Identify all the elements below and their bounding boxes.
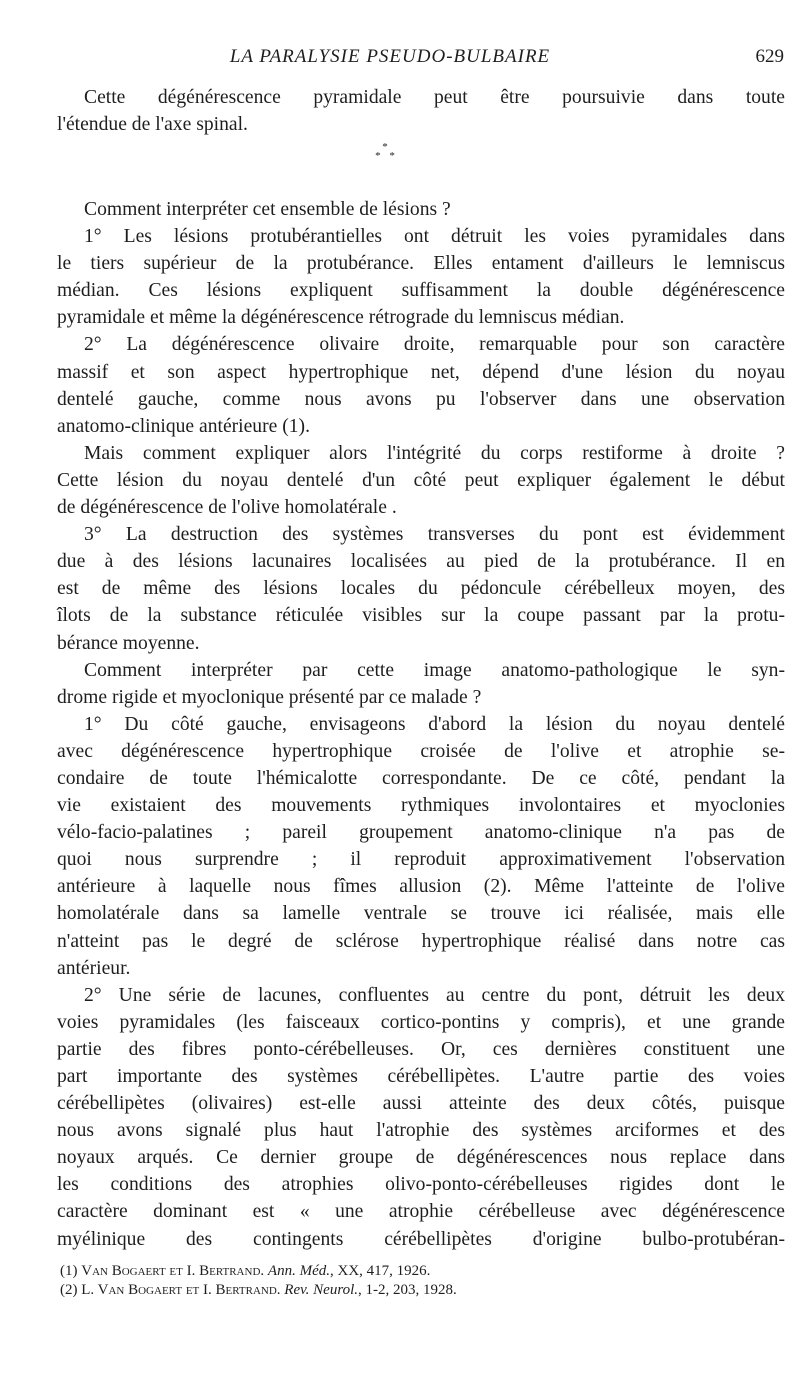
footnote-ref: , 1-2, 203, 1928. bbox=[358, 1282, 457, 1298]
footnote-2 bbox=[60, 1281, 457, 1300]
text-line: cérébellipètes (olivaires) est-elle aussi atteinte des deux côtés, puisque bbox=[57, 1093, 785, 1115]
text-line: Cette lésion du noyau dentelé d'un côté peut expliquer également le début bbox=[57, 469, 785, 491]
text-line: partie des fibres ponto-cérébelleuses. Or, ces dernières constituent une bbox=[57, 1038, 785, 1060]
text-line: avec dégénérescence hypertrophique croisée de l'olive et atrophie se- bbox=[57, 740, 785, 762]
footnote-number: (2) bbox=[60, 1282, 78, 1298]
footnote-authors: L. Van Bogaert et I. Bertrand. bbox=[81, 1282, 281, 1298]
body-text bbox=[57, 196, 785, 1253]
separator-bottom-stars: * * bbox=[375, 150, 395, 162]
text-line: Cette dégénérescence pyramidale peut être poursuivie dans toute bbox=[84, 87, 785, 108]
text-line: de dégénérescence de l'olive homolatérale . bbox=[57, 497, 397, 519]
text-line: 2° La dégénérescence olivaire droite, remarquable pour son caractère bbox=[84, 334, 785, 356]
text-line: massif et son aspect hypertrophique net, dépend d'une lésion du noyau bbox=[57, 361, 785, 383]
text-line: n'atteint pas le degré de sclérose hypertrophique réalisé dans notre cas bbox=[57, 930, 785, 952]
page-number: 629 bbox=[755, 46, 784, 67]
footnote-number: (1) bbox=[60, 1263, 78, 1279]
text-line: antérieure à laquelle nous fîmes allusion (2). Même l'atteinte de l'olive bbox=[57, 876, 785, 898]
running-header-title: LA PARALYSIE PSEUDO-BULBAIRE bbox=[229, 46, 551, 67]
text-line: 1° Les lésions protubérantielles ont détruit les voies pyramidales dans bbox=[84, 226, 785, 248]
text-line: vie existaient des mouvements rythmiques involontaires et myoclonies bbox=[57, 795, 785, 817]
separator-top-star: * bbox=[382, 141, 388, 153]
text-line: homolatérale dans sa lamelle ventrale se trouve ici réalisée, mais elle bbox=[57, 903, 785, 925]
text-line: le tiers supérieur de la protubérance. Elles entament d'ailleurs le lemniscus bbox=[57, 253, 785, 275]
text-line: noyaux arqués. Ce dernier groupe de dégénérescences nous replace dans bbox=[57, 1147, 785, 1169]
text-line: les conditions des atrophies olivo-ponto-cérébelleuses rigides dont le bbox=[57, 1174, 785, 1196]
text-line: anatomo-clinique antérieure (1). bbox=[57, 415, 310, 437]
body-text-top bbox=[57, 84, 785, 138]
text-line: caractère dominant est « une atrophie cérébelleuse avec dégénérescence bbox=[57, 1201, 785, 1223]
text-line: voies pyramidales (les faisceaux cortico-pontins y compris), et une grande bbox=[57, 1011, 785, 1033]
footnote-authors: Van Bogaert et I. Bertrand. bbox=[81, 1263, 265, 1279]
text-line: Comment interpréter cet ensemble de lésions ? bbox=[84, 199, 451, 220]
text-line: antérieur. bbox=[57, 957, 131, 979]
text-line: est de même des lésions locales du pédoncule cérébelleux moyen, des bbox=[57, 578, 785, 600]
text-line: bérance moyenne. bbox=[57, 632, 200, 654]
footnote-journal: Rev. Neurol. bbox=[284, 1282, 359, 1298]
text-line: vélo-facio-palatines ; pareil groupement anatomo-clinique n'a pas de bbox=[57, 822, 785, 844]
text-line: médian. Ces lésions expliquent suffisamment la double dégénérescence bbox=[57, 280, 785, 302]
text-line: pyramidale et même la dégénérescence rétrograde du lemniscus médian. bbox=[57, 307, 625, 329]
text-line: l'étendue de l'axe spinal. bbox=[57, 114, 248, 136]
text-line: îlots de la substance réticulée visibles sur la coupe passant par la protu- bbox=[57, 605, 785, 627]
section-separator-asterisks bbox=[360, 143, 410, 161]
footnote-journal: Ann. Méd. bbox=[267, 1263, 330, 1279]
text-line: 3° La destruction des systèmes transverses du pont est évidemment bbox=[84, 524, 785, 546]
text-line: 2° Une série de lacunes, confluentes au centre du pont, détruit les deux bbox=[84, 984, 785, 1006]
text-line: drome rigide et myoclonique présenté par ce malade ? bbox=[57, 686, 482, 708]
text-line: condaire de toute l'hémicalotte correspondante. De ce côté, pendant la bbox=[57, 767, 785, 789]
text-line: nous avons signalé plus haut l'atrophie des systèmes arciformes et des bbox=[57, 1120, 785, 1142]
text-line: Mais comment expliquer alors l'intégrité du corps restiforme à droite ? bbox=[84, 442, 785, 464]
text-line: due à des lésions lacunaires localisées au pied de la protubérance. Il en bbox=[57, 551, 785, 573]
footnote-ref: , XX, 417, 1926. bbox=[329, 1263, 431, 1279]
footnote-1 bbox=[60, 1262, 457, 1281]
text-line: myélinique des contingents cérébellipètes d'origine bulbo-protubéran- bbox=[57, 1228, 785, 1250]
text-line: quoi nous surprendre ; il reproduit approximativement l'observation bbox=[57, 849, 785, 871]
footnotes bbox=[60, 1262, 457, 1300]
text-line: Comment interpréter par cette image anatomo-pathologique le syn- bbox=[84, 659, 785, 681]
text-line: dentelé gauche, comme nous avons pu l'observer dans une observation bbox=[57, 388, 785, 410]
text-line: 1° Du côté gauche, envisageons d'abord la lésion du noyau dentelé bbox=[84, 713, 785, 735]
text-line: part importante des systèmes cérébellipètes. L'autre partie des voies bbox=[57, 1066, 785, 1087]
